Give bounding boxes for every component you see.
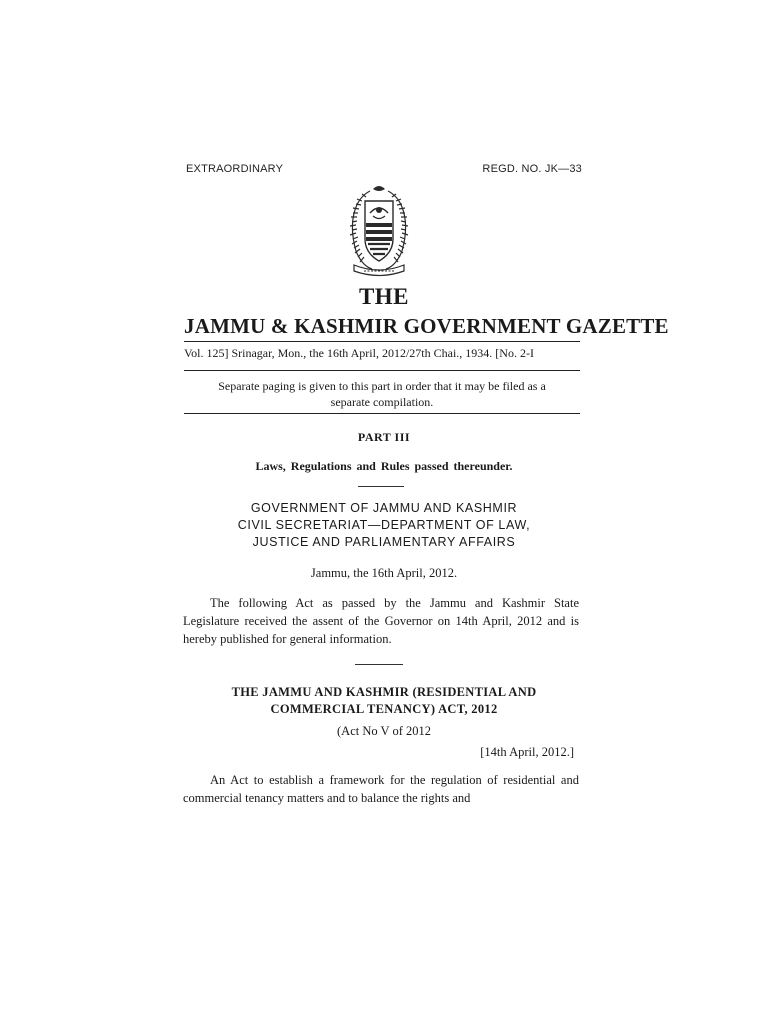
notification-text: The following Act as passed by the Jammu and Kashmir State Legislature received the assent of the Governor on 14th April, 2012 and is hereby published for general information. bbox=[183, 596, 579, 646]
act-preamble: An Act to establish a framework for the regulation of residential and commercial tenancy matters and to balance the rights and bbox=[183, 773, 579, 805]
act-number: (Act No V of 2012 bbox=[337, 724, 431, 738]
section-divider bbox=[358, 486, 404, 487]
gazette-header-line bbox=[186, 163, 582, 175]
volume-line: Vol. 125] Srinagar, Mon., the 16th April, 2012/27th Chai., 1934. [No. 2-I bbox=[184, 346, 534, 360]
separate-paging-note bbox=[184, 378, 580, 410]
registration-number: REGD. NO. JK—33 bbox=[482, 163, 582, 175]
state-emblem-icon bbox=[340, 183, 418, 279]
department-block bbox=[0, 500, 768, 551]
department-line-2: CIVIL SECRETARIAT—DEPARTMENT OF LAW, bbox=[237, 518, 531, 532]
volume-underline bbox=[184, 370, 580, 371]
act-title bbox=[0, 684, 768, 718]
notification-date: Jammu, the 16th April, 2012. bbox=[310, 566, 458, 580]
masthead-bottom-rule bbox=[184, 413, 580, 414]
gazette-title: JAMMU & KASHMIR GOVERNMENT GAZETTE bbox=[184, 314, 669, 338]
act-date: [14th April, 2012.] bbox=[480, 745, 574, 759]
act-title-line-1: THE JAMMU AND KASHMIR (RESIDENTIAL AND bbox=[231, 685, 537, 699]
department-line-3: JUSTICE AND PARLIAMENTARY AFFAIRS bbox=[252, 535, 516, 549]
extraordinary-label: EXTRAORDINARY bbox=[186, 163, 284, 175]
separate-paging-line-1: Separate paging is given to this part in order that it may be filed as a bbox=[218, 379, 546, 393]
masthead-the: THE bbox=[358, 284, 410, 309]
part-heading: PART III bbox=[357, 430, 411, 444]
part-subheading: Laws, Regulations and Rules passed thereunder. bbox=[255, 459, 513, 473]
act-title-line-2: COMMERCIAL TENANCY) ACT, 2012 bbox=[270, 702, 498, 716]
department-line-1: GOVERNMENT OF JAMMU AND KASHMIR bbox=[250, 501, 518, 515]
title-underline bbox=[184, 341, 580, 342]
separate-paging-line-2: separate compilation. bbox=[330, 395, 434, 409]
act-divider bbox=[355, 664, 403, 665]
